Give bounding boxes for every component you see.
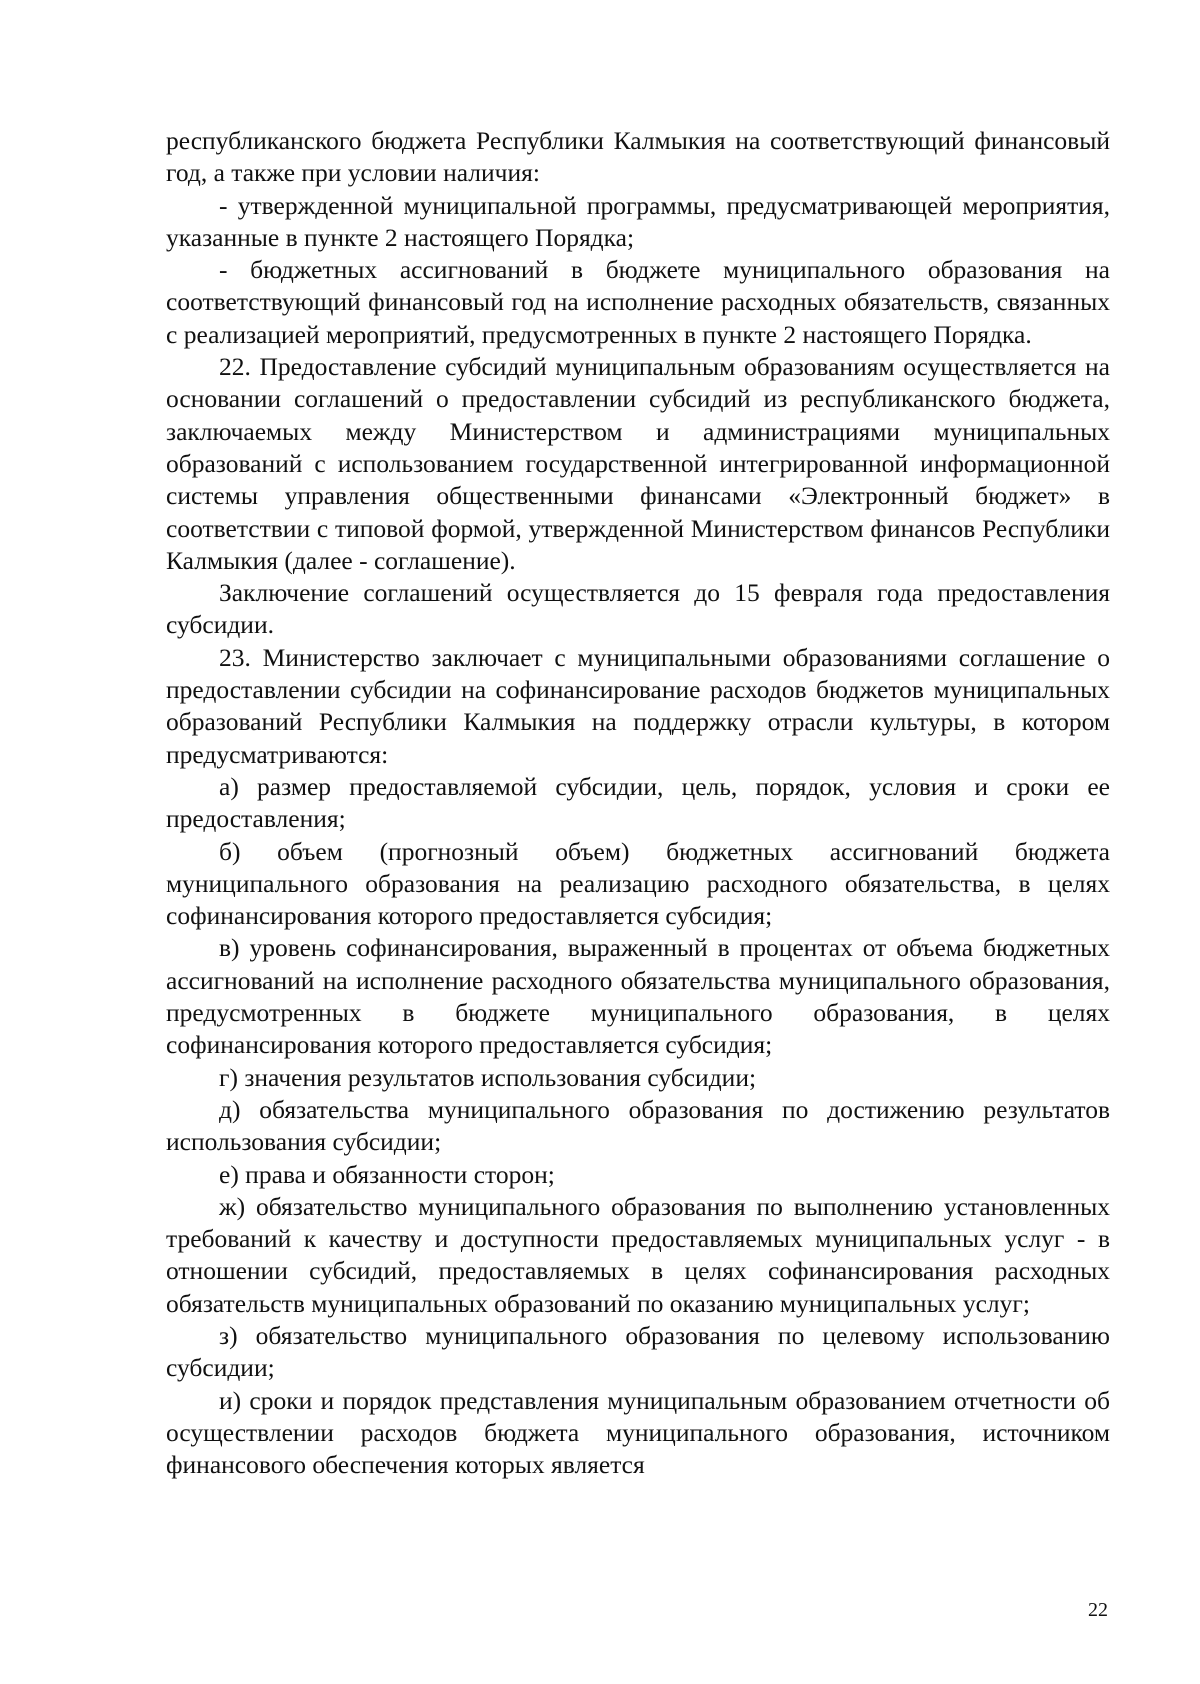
list-item-v: в) уровень софинансирования, выраженный в процентах от объема бюджетных ассигнований на исполнение расходного обязательства муниципального образования, предусмотренных в бюджете муниципального образования, в целях софинансирования которого предоставляется субсидия; [166, 933, 1110, 1060]
list-item-zh: ж) обязательство муниципального образования по выполнению установленных требований к качеству и доступности предоставляемых муниципальных услуг - в отношении субсидий, предоставляемых в целях софинансирования расходных обязательств муниципальных образований по оказанию муниципальных услуг; [166, 1191, 1110, 1318]
list-item-b: б) объем (прогнозный объем) бюджетных ассигнований бюджета муниципального образования на реализацию расходного обязательства, в целях софинансирования которого предоставляется субсидия; [166, 836, 1110, 931]
page-number: 22 [1088, 1599, 1108, 1621]
list-item-g: г) значения результатов использования субсидии; [219, 1062, 757, 1092]
list-item-a: а) размер предоставляемой субсидии, цель, порядок, условия и сроки ее предоставления; [166, 771, 1110, 834]
list-item-i: и) сроки и порядок представления муниципальным образованием отчетности об осуществлении расходов бюджета муниципального образования, источником финансового обеспечения которых является [166, 1385, 1110, 1480]
paragraph-program-condition: - утвержденной муниципальной программы, предусматривающей мероприятия, указанные в пункте 2 настоящего Порядка; [166, 190, 1110, 252]
list-item-d: д) обязательства муниципального образования по достижению результатов использования субсидии; [166, 1094, 1110, 1157]
list-item-z: з) обязательство муниципального образования по целевому использованию субсидии; [166, 1320, 1110, 1383]
paragraph-agreement-deadline: Заключение соглашений осуществляется до 15 февраля года предоставления субсидии. [166, 578, 1110, 640]
document-body [166, 125, 1110, 1481]
paragraph-assignments-condition: - бюджетных ассигнований в бюджете муниципального образования на соответствующий финансовый год на исполнение расходных обязательств, связанных с реализацией мероприятий, предусмотренных в пункте 2 настоящего Порядка. [166, 255, 1110, 349]
paragraph-clause-22: 22. Предоставление субсидий муниципальным образованиям осуществляется на основании соглашений о предоставлении субсидий из республиканского бюджета, заключаемых между Министерством и администрациями муниципальных образований с использованием государственной интегрированной информационной системы управления общественными финансами «Электронный бюджет» в соответствии с типовой формой, утвержденной Министерством финансов Республики Калмыкия (далее - соглашение). [166, 352, 1110, 575]
list-item-e: е) права и обязанности сторон; [219, 1159, 555, 1189]
paragraph-continuation: республиканского бюджета Республики Калмыкия на соответствующий финансовый год, а также при условии наличия: [166, 126, 1110, 188]
paragraph-clause-23: 23. Министерство заключает с муниципальными образованиями соглашение о предоставлении субсидии на софинансирование расходов бюджетов муниципальных образований Республики Калмыкия на поддержку отрасли культуры, в котором предусматриваются: [166, 642, 1110, 769]
